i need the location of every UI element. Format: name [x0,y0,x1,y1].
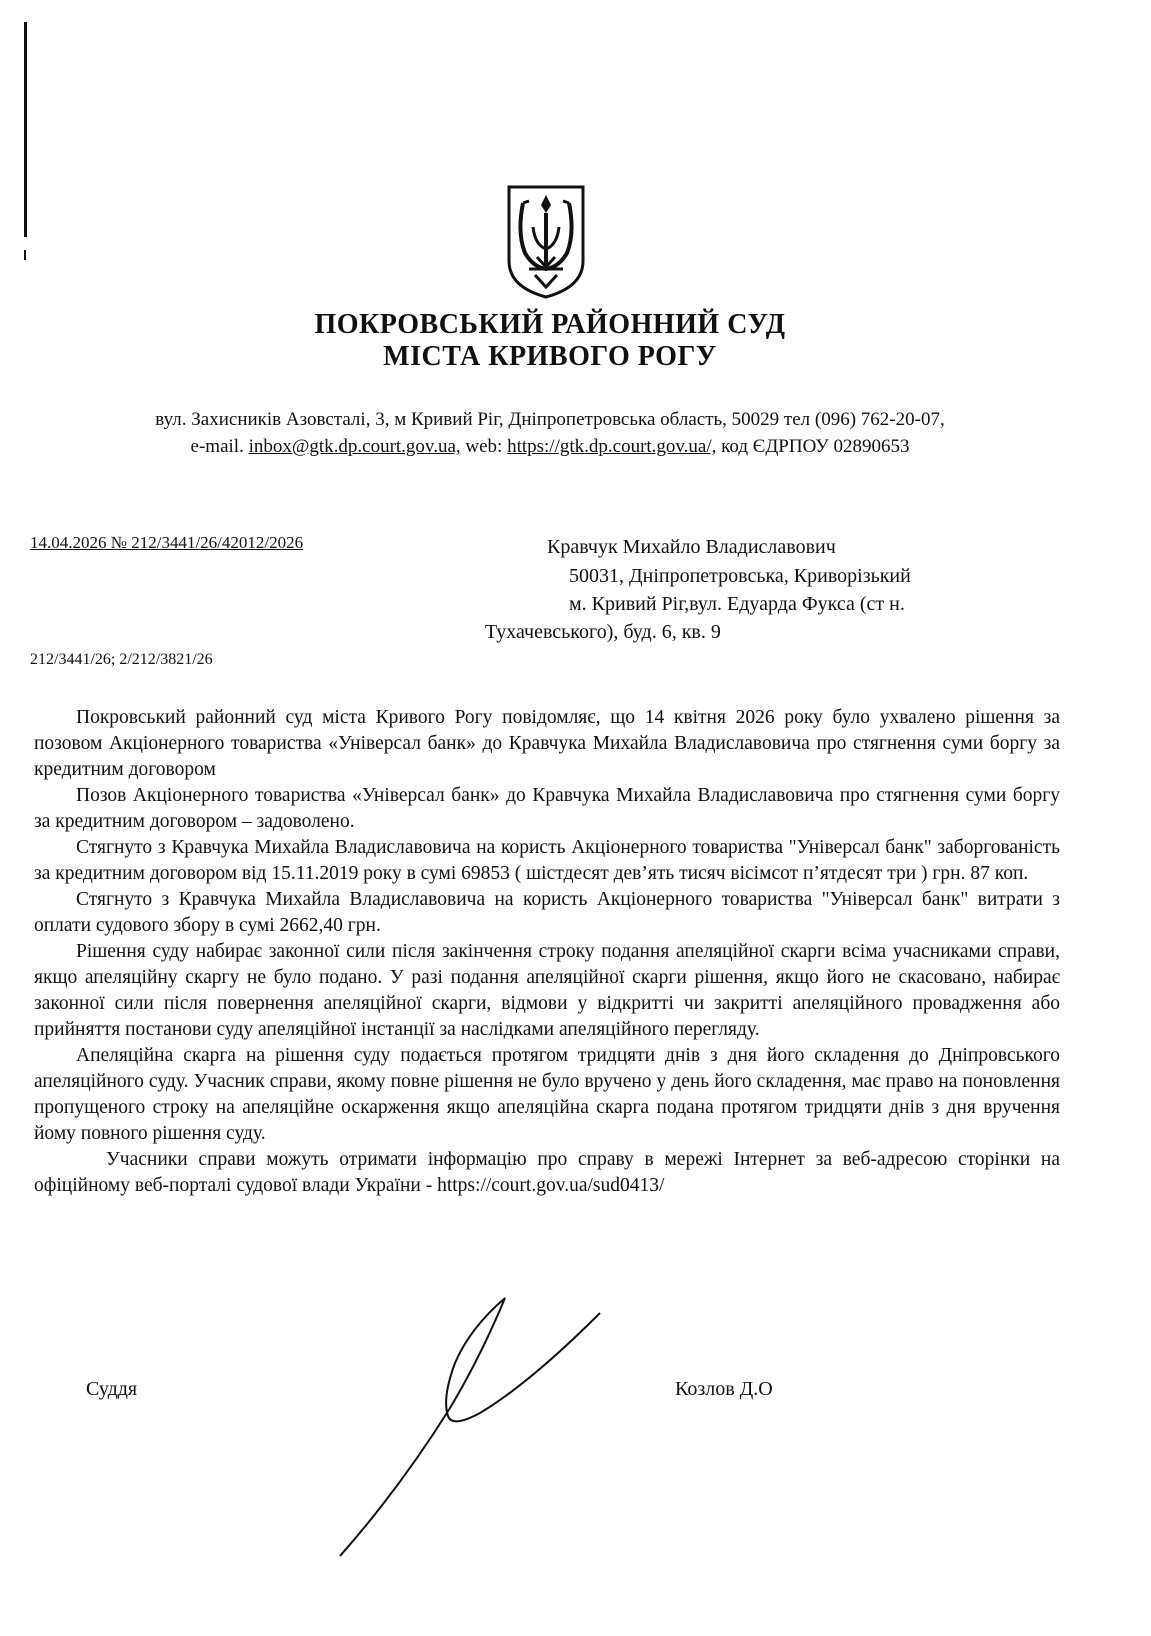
body-paragraph: Позов Акціонерного товариства «Універсал банк» до Кравчука Михайла Владиславовича про стягнення суми боргу за кредитним договором – задоволено. [34,785,1060,832]
related-case-numbers: 212/3441/26; 2/212/3821/26 [30,651,213,668]
outgoing-number: 14.04.2026 № 212/3441/26/42012/2026 [30,533,304,552]
trident-coat-of-arms-icon [505,183,587,301]
recipient-address-line3: Тухачевського), буд. 6, кв. 9 [485,621,721,643]
body-paragraph: Апеляційна скарга на рішення суду подається протягом тридцяти днів з дня його складення до Дніпровського апеляційного суду. Учасник справи, якому повне рішення не було вручено у день його складення, має право на поновлення пропущеного строку на апеляційне оскарження якщо апеляційна скарга подана протягом тридцяти днів з дня вручення йому повного рішення суду. [34,1045,1060,1144]
scan-edge-mark [24,250,26,260]
handwritten-signature [330,1288,630,1568]
scan-edge-mark [24,22,27,237]
court-address: вул. Захисників Азовсталі, 3, м Кривий Ріг, Дніпропетровська область, 50029 тел (096) 762-20-07, [155,409,945,430]
email-label: e-mail. [190,436,244,457]
web-link[interactable]: https://gtk.dp.court.gov.ua/, [507,436,717,457]
signer-position: Суддя [86,1378,138,1400]
recipient-address-line1: 50031, Дніпропетровська, Криворізький [569,565,911,587]
recipient-name: Кравчук Михайло Владиславович [547,536,836,558]
web-label: web: [465,436,503,457]
email-link[interactable]: inbox@gtk.dp.court.gov.ua, [248,436,461,457]
letter-body [34,705,1060,1199]
body-paragraph: Рішення суду набирає законної сили після закінчення строку подання апеляційної скарги всіма учасниками справи, якщо апеляційну скаргу не було подано. У разі подання апеляційної скарги рішення, якщо його не скасовано, набирає законної сили після повернення апеляційної скарги, відмови у відкритті чи закритті апеляційного провадження або прийняття постанови суду апеляційної інстанції за наслідками апеляційного перегляду. [34,941,1060,1040]
judge-name: Козлов Д.О [675,1378,773,1400]
body-paragraph: Покровський районний суд міста Кривого Рогу повідомляє, що 14 квітня 2026 року було ухвалено рішення за позовом Акціонерного товариства «Універсал банк» до Кравчука Михайла Владиславовича про стягнення суми боргу за кредитним договором [34,707,1060,780]
recipient-address-line2: м. Кривий Ріг,вул. Едуарда Фукса (ст н. [569,593,905,615]
edrpou-code: код ЄДРПОУ 02890653 [721,436,910,457]
body-paragraph: Стягнуто з Кравчука Михайла Владиславовича на користь Акціонерного товариства "Універсал банк" заборгованість за кредитним договором від 15.11.2019 року в сумі 69853 ( шістдесят дев’ять тисяч вісімсот п’ятдесят три ) грн. 87 коп. [34,837,1060,884]
court-contacts [0,434,1100,460]
court-name-line1: ПОКРОВСЬКИЙ РАЙОННИЙ СУД [314,309,786,340]
body-paragraph: Стягнуто з Кравчука Михайла Владиславовича на користь Акціонерного товариства "Універсал банк" витрати з оплати судового збору в сумі 2662,40 грн. [34,889,1060,936]
court-name-line2: МІСТА КРИВОГО РОГУ [383,341,717,372]
body-paragraph: Учасники справи можуть отримати інформацію про справу в мережі Інтернет за веб-адресою сторінки на офіційному веб-порталі судової влади України - https://court.gov.ua/sud0413/ [34,1149,1060,1196]
